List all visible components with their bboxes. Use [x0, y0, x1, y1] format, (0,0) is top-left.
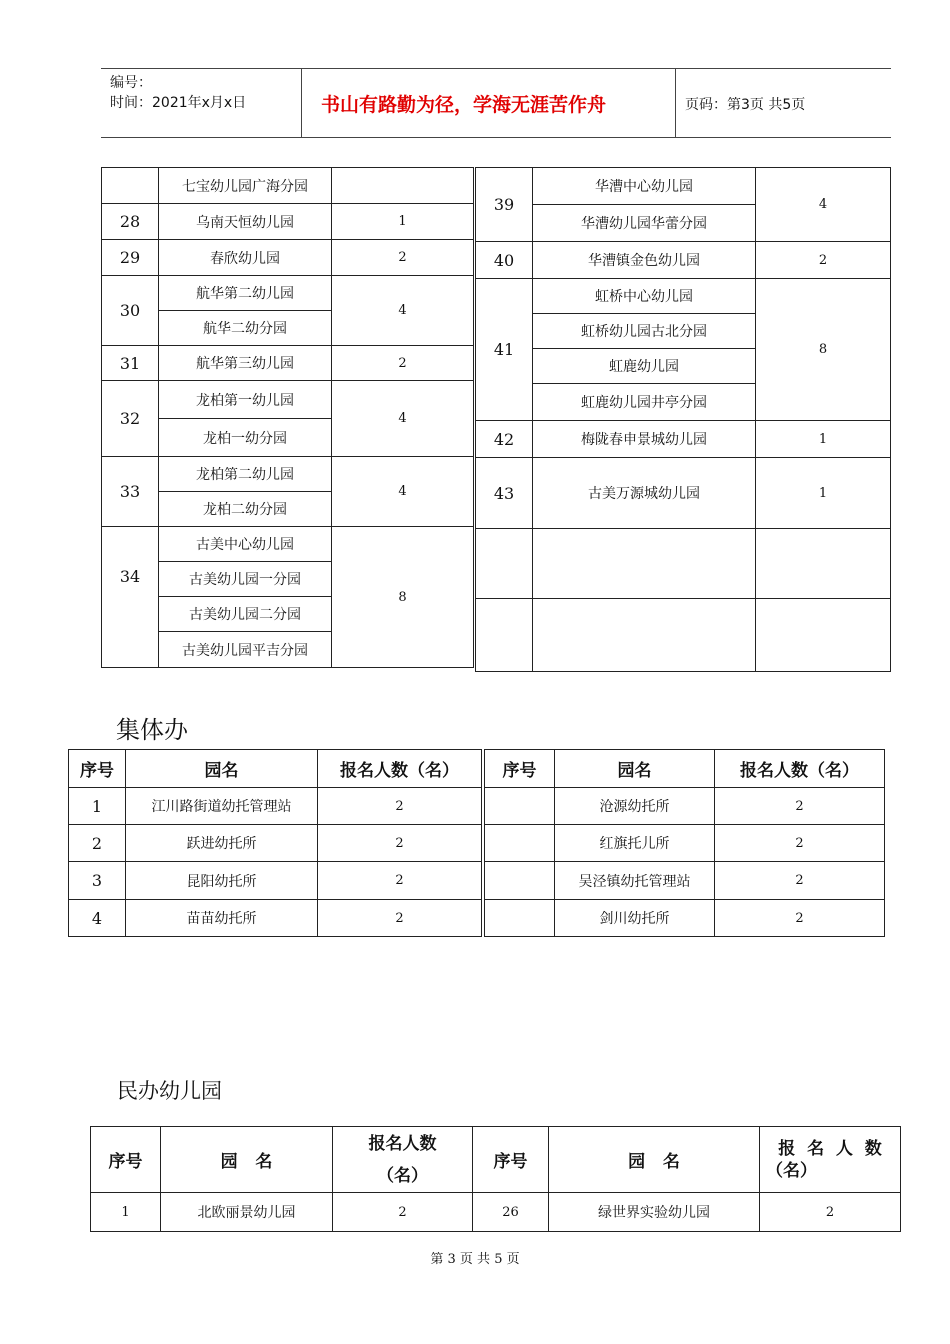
count-cell: 4 [332, 457, 474, 527]
column-header-seq: 序号 [69, 750, 126, 788]
kindergarten-name: 龙柏第一幼儿园 [159, 381, 332, 419]
kindergarten-name: 航华二幼分园 [159, 311, 332, 346]
table-row [69, 862, 482, 900]
kindergarten-name: 古美中心幼儿园 [159, 527, 332, 562]
kindergarten-name: 虹桥幼儿园古北分园 [533, 314, 756, 349]
top-table-right [475, 167, 891, 672]
seq-cell: 26 [473, 1193, 549, 1232]
table-row [102, 276, 474, 311]
private-table [90, 1126, 901, 1232]
empty-cell [756, 599, 891, 672]
kindergarten-name: 乌南天恒幼儿园 [159, 204, 332, 240]
column-header-count-line2: （名） [377, 1165, 428, 1186]
kindergarten-name: 虹鹿幼儿园 [533, 349, 756, 384]
empty-cell [476, 529, 533, 599]
table-header-row [91, 1127, 901, 1193]
header-divider [301, 69, 302, 137]
kindergarten-name: 古美幼儿园平吉分园 [159, 632, 332, 668]
kindergarten-name: 绿世界实验幼儿园 [549, 1193, 760, 1232]
count-cell: 2 [715, 788, 885, 825]
count-cell: 2 [715, 862, 885, 900]
header-time-label: 时间：2021年x月x日 [110, 95, 247, 111]
column-header-count-line2: （名） [766, 1160, 817, 1181]
table-row [102, 346, 474, 381]
kindergarten-name: 航华第二幼儿园 [159, 276, 332, 311]
count-cell: 2 [760, 1193, 901, 1232]
kindergarten-name: 古美万源城幼儿园 [533, 458, 756, 529]
table-row [102, 457, 474, 492]
table-row [102, 204, 474, 240]
top-table-left [101, 167, 474, 668]
seq-cell: 28 [102, 204, 159, 240]
table-row [476, 421, 891, 458]
empty-cell [533, 599, 756, 672]
kindergarten-name: 航华第三幼儿园 [159, 346, 332, 381]
count-cell: 1 [332, 204, 474, 240]
table-row [476, 279, 891, 314]
kindergarten-name: 沧源幼托所 [555, 788, 715, 825]
seq-cell: 4 [69, 900, 126, 937]
seq-cell: 1 [69, 788, 126, 825]
column-header-count [333, 1127, 473, 1193]
count-cell: 2 [318, 862, 482, 900]
table-row [91, 1193, 901, 1232]
seq-cell: 29 [102, 240, 159, 276]
section-title-collective: 集体办 [116, 716, 188, 744]
table-row [485, 862, 885, 900]
count-cell: 1 [756, 421, 891, 458]
seq-cell [485, 900, 555, 937]
column-header-count-line1: 报名人数 [368, 1133, 437, 1154]
seq-cell: 43 [476, 458, 533, 529]
collective-table-right [484, 749, 885, 937]
seq-cell [485, 825, 555, 862]
table-row [476, 529, 891, 599]
header-motto: 书山有路勤为径，学海无涯苦作舟 [321, 94, 607, 116]
count-cell: 2 [332, 346, 474, 381]
kindergarten-name: 春欣幼儿园 [159, 240, 332, 276]
count-cell: 2 [332, 240, 474, 276]
kindergarten-name: 华漕幼儿园华蕾分园 [533, 205, 756, 242]
table-row [485, 900, 885, 937]
count-cell: 1 [756, 458, 891, 529]
seq-cell: 2 [69, 825, 126, 862]
count-cell: 4 [332, 381, 474, 457]
table-row [102, 168, 474, 204]
column-header-name: 园 名 [161, 1127, 333, 1193]
kindergarten-name: 江川路街道幼托管理站 [126, 788, 318, 825]
section-title-private: 民办幼儿园 [117, 1079, 222, 1103]
count-cell: 2 [715, 825, 885, 862]
kindergarten-name: 跃进幼托所 [126, 825, 318, 862]
seq-cell [485, 788, 555, 825]
collective-table-left [68, 749, 482, 937]
column-header-name: 园名 [555, 750, 715, 788]
table-row [69, 825, 482, 862]
seq-cell: 30 [102, 276, 159, 346]
header-number-label: 编号： [110, 75, 152, 91]
table-row [485, 788, 885, 825]
seq-cell: 3 [69, 862, 126, 900]
kindergarten-name: 梅陇春申景城幼儿园 [533, 421, 756, 458]
table-row [476, 599, 891, 672]
column-header-seq: 序号 [91, 1127, 161, 1193]
header-page-label: 页码：第3页 共5页 [685, 97, 806, 113]
kindergarten-name: 龙柏第二幼儿园 [159, 457, 332, 492]
kindergarten-name: 七宝幼儿园广海分园 [159, 168, 332, 204]
table-row [476, 458, 891, 529]
kindergarten-name: 虹桥中心幼儿园 [533, 279, 756, 314]
count-cell: 8 [756, 279, 891, 421]
kindergarten-name: 华漕镇金色幼儿园 [533, 242, 756, 279]
seq-cell: 1 [91, 1193, 161, 1232]
count-cell: 4 [332, 276, 474, 346]
count-cell [332, 168, 474, 204]
seq-cell: 40 [476, 242, 533, 279]
seq-cell [102, 168, 159, 204]
kindergarten-name: 华漕中心幼儿园 [533, 168, 756, 205]
empty-cell [476, 599, 533, 672]
table-row [485, 825, 885, 862]
table-row [102, 527, 474, 562]
count-cell: 2 [715, 900, 885, 937]
table-row [476, 168, 891, 205]
count-cell: 2 [318, 900, 482, 937]
kindergarten-name: 龙柏一幼分园 [159, 419, 332, 457]
kindergarten-name: 剑川幼托所 [555, 900, 715, 937]
kindergarten-name: 古美幼儿园一分园 [159, 562, 332, 597]
seq-cell: 42 [476, 421, 533, 458]
seq-cell [485, 862, 555, 900]
column-header-count: 报名人数（名） [715, 750, 885, 788]
seq-cell: 34 [102, 527, 159, 668]
kindergarten-name: 昆阳幼托所 [126, 862, 318, 900]
table-header-row [69, 750, 482, 788]
header-divider [675, 69, 676, 137]
count-cell: 4 [756, 168, 891, 242]
table-row [102, 381, 474, 419]
kindergarten-name: 古美幼儿园二分园 [159, 597, 332, 632]
column-header-count [760, 1127, 901, 1193]
table-row [69, 788, 482, 825]
seq-cell: 39 [476, 168, 533, 242]
table-header-row [485, 750, 885, 788]
column-header-count-line1: 报 名 人 数 [778, 1138, 882, 1159]
count-cell: 2 [333, 1193, 473, 1232]
seq-cell: 32 [102, 381, 159, 457]
kindergarten-name: 北欧丽景幼儿园 [161, 1193, 333, 1232]
seq-cell: 33 [102, 457, 159, 527]
empty-cell [756, 529, 891, 599]
table-row [476, 242, 891, 279]
table-row [69, 900, 482, 937]
count-cell: 8 [332, 527, 474, 668]
count-cell: 2 [756, 242, 891, 279]
seq-cell: 31 [102, 346, 159, 381]
count-cell: 2 [318, 788, 482, 825]
seq-cell: 41 [476, 279, 533, 421]
kindergarten-name: 虹鹿幼儿园井亭分园 [533, 384, 756, 421]
column-header-name: 园名 [126, 750, 318, 788]
kindergarten-name: 红旗托儿所 [555, 825, 715, 862]
column-header-seq: 序号 [485, 750, 555, 788]
kindergarten-name: 吴泾镇幼托管理站 [555, 862, 715, 900]
column-header-name: 园 名 [549, 1127, 760, 1193]
page-footer: 第 3 页 共 5 页 [430, 1252, 520, 1267]
column-header-seq: 序号 [473, 1127, 549, 1193]
empty-cell [533, 529, 756, 599]
count-cell: 2 [318, 825, 482, 862]
kindergarten-name: 龙柏二幼分园 [159, 492, 332, 527]
column-header-count: 报名人数（名） [318, 750, 482, 788]
kindergarten-name: 苗苗幼托所 [126, 900, 318, 937]
table-row [102, 240, 474, 276]
